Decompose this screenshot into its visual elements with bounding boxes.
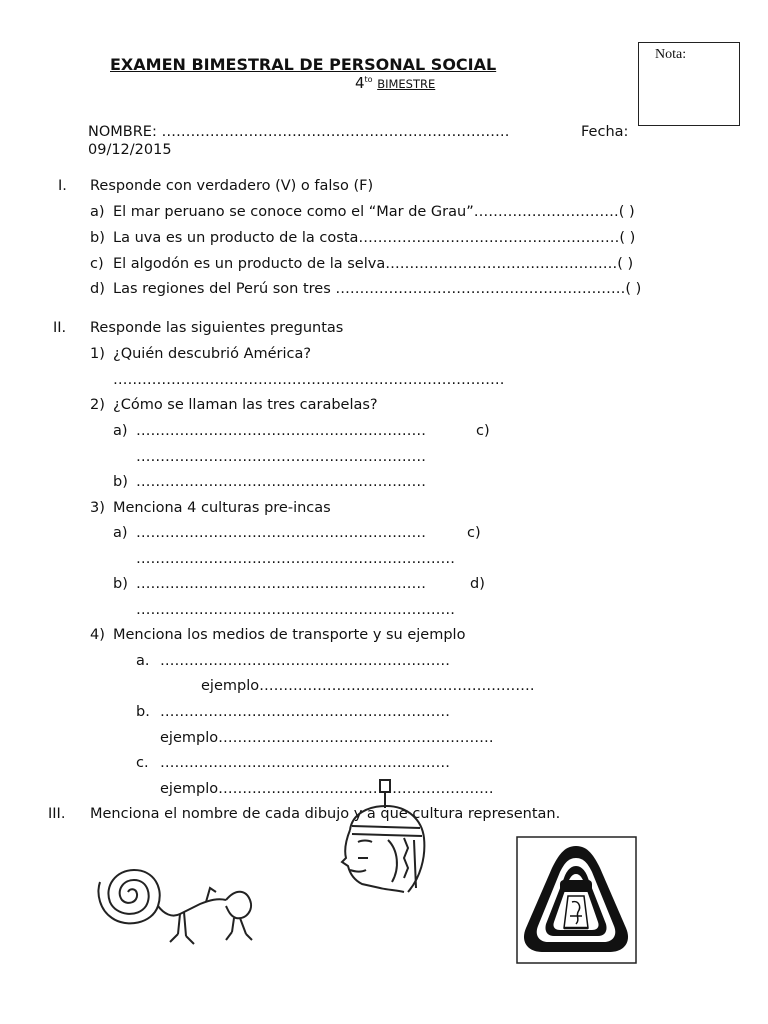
section2-title: Responde las siguientes preguntas [90,320,344,336]
q4-text: Menciona los medios de transporte y su ejemplo [113,627,466,643]
q3-c-line: ………………………………………………………… [136,551,455,567]
s1-item-c-letter: c) [90,256,104,272]
q2-number: 2) [90,397,105,413]
s1-item-c-text: El algodón es un producto de la selva…………………………………………( ) [113,256,634,272]
q1-answer-line: ……………………………………………………………………… [113,372,505,388]
exam-title: EXAMEN BIMESTRAL DE PERSONAL SOCIAL [110,55,497,74]
s1-item-d-text: Las regiones del Perú son tres ……………………………………………………( ) [113,281,642,297]
triangular-vessel-drawing [516,836,637,964]
section2-numeral: II. [53,320,67,336]
q4-a-example: ejemplo………………………………………………… [201,678,535,694]
s1-item-d-letter: d) [90,281,105,297]
q4-c-label: c. [136,755,149,771]
q2-a-label: a) [113,423,128,439]
q4-b-line: …………………………………………………… [160,704,450,720]
q2-c-label: c) [476,423,490,439]
nota-label: Nota: [655,47,687,62]
q2-b-line: …………………………………………………… [136,474,426,490]
q2-text: ¿Cómo se llaman las tres carabelas? [113,397,378,413]
nombre-field: NOMBRE: ……………………………………………………………… [88,124,510,140]
fecha-label: Fecha: [581,124,629,140]
s1-item-b-letter: b) [90,230,105,246]
s1-item-a-text: El mar peruano se conoce como el “Mar de Grau”…………………………( ) [113,204,635,220]
q4-a-label: a. [136,653,150,669]
q3-a-label: a) [113,525,128,541]
q3-a-line: …………………………………………………… [136,525,426,541]
section3-numeral: III. [48,806,66,822]
q3-b-line: …………………………………………………… [136,576,426,592]
s1-item-a-letter: a) [90,204,105,220]
subtitle-number: 4 [355,74,365,92]
nazca-monkey-drawing [86,848,256,952]
q3-text: Menciona 4 culturas pre-incas [113,500,331,516]
q3-d-label: d) [470,576,485,592]
s1-item-b-text: La uva es un producto de la costa………………………………………………( ) [113,230,636,246]
section1-title: Responde con verdadero (V) o falso (F) [90,178,374,194]
fecha-value: 09/12/2015 [88,142,172,158]
q4-a-line: …………………………………………………… [160,653,450,669]
q1-text: ¿Quién descubrió América? [113,346,312,362]
q4-number: 4) [90,627,105,643]
q4-b-label: b. [136,704,150,720]
q3-b-label: b) [113,576,128,592]
q4-c-line: …………………………………………………… [160,755,450,771]
q4-c-example: ejemplo………………………………………………… [160,781,494,797]
exam-subtitle [355,74,435,92]
q3-d-line: ………………………………………………………… [136,602,455,618]
inca-head-drawing [328,778,440,902]
subtitle-text: BIMESTRE [377,77,436,91]
subtitle-superscript: to [364,75,373,85]
q2-b-label: b) [113,474,128,490]
section1-numeral: I. [58,178,67,194]
q2-a-line: …………………………………………………… [136,423,426,439]
nota-box[interactable] [638,42,740,126]
q3-c-label: c) [467,525,481,541]
q3-number: 3) [90,500,105,516]
q1-number: 1) [90,346,105,362]
section3-title: Menciona el nombre de cada dibujo y a que cultura representan. [90,806,561,822]
q4-b-example: ejemplo………………………………………………… [160,730,494,746]
q2-c-line: …………………………………………………… [136,449,426,465]
